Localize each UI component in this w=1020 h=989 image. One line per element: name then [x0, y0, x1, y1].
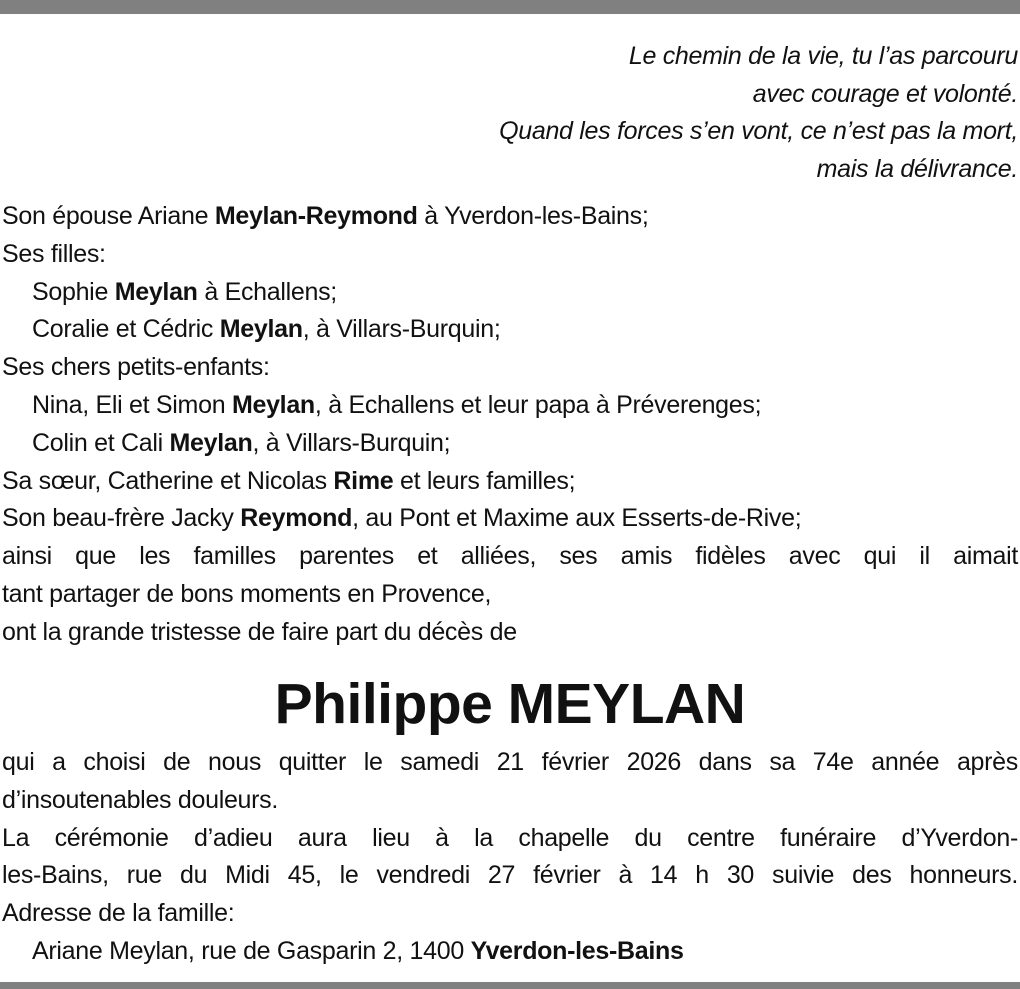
death-line: d’insoutenables douleurs. — [2, 785, 279, 814]
bottom-rule — [0, 982, 1020, 989]
ceremony-line: les-Bains, rue du Midi 45, le vendredi 27 février à 14 h 30 suivie des honneurs. — [2, 861, 1018, 890]
poem-line: mais la délivrance. — [816, 154, 1018, 183]
poem-line: avec courage et volonté. — [752, 79, 1018, 108]
daughter-line: Sophie Meylan à Echallens; — [32, 277, 337, 306]
deceased-name: Philippe MEYLAN — [274, 672, 746, 736]
poem-line: Quand les forces s’en vont, ce n’est pas la mort, — [499, 117, 1018, 145]
daughter-line: Coralie et Cédric Meylan, à Villars-Burquin; — [32, 315, 501, 344]
brother-in-law-line: Son beau-frère Jacky Reymond, au Pont et Maxime aux Esserts-de-Rive; — [2, 504, 802, 533]
surname: Meylan — [219, 315, 303, 344]
sister-line: Sa sœur, Catherine et Nicolas Rime et leurs familles; — [2, 466, 576, 495]
surname: Rime — [333, 466, 394, 495]
funeral-details — [2, 744, 1018, 971]
poem-line: Le chemin de la vie, tu l’as parcouru — [628, 42, 1018, 70]
relatives-line: tant partager de bons moments en Provence, — [2, 579, 492, 608]
surname: Meylan — [231, 390, 315, 419]
spouse-line: Son épouse Ariane Meylan-Reymond à Yverdon-les-Bains; — [2, 202, 649, 230]
address-city: Yverdon-les-Bains — [470, 936, 684, 965]
family-list — [2, 198, 1018, 652]
surname: Meylan — [169, 428, 253, 457]
relatives-line: ainsi que les familles parentes et alliées, ses amis fidèles avec qui il aimait — [2, 542, 1018, 571]
grandchildren-heading: Ses chers petits-enfants: — [2, 353, 270, 382]
epigraph-poem — [258, 38, 1018, 188]
surname: Reymond — [240, 504, 353, 533]
grandchildren-line: Colin et Cali Meylan, à Villars-Burquin; — [32, 428, 451, 457]
surname: Meylan-Reymond — [214, 202, 418, 230]
address-heading: Adresse de la famille: — [2, 899, 235, 928]
grandchildren-line: Nina, Eli et Simon Meylan, à Echallens et leur papa à Préverenges; — [32, 390, 762, 419]
ceremony-line: La cérémonie d’adieu aura lieu à la chapelle du centre funéraire d’Yverdon- — [2, 823, 1018, 852]
surname: Meylan — [114, 277, 198, 306]
family-address: Ariane Meylan, rue de Gasparin 2, 1400 Yverdon-les-Bains — [32, 936, 684, 965]
death-line: qui a choisi de nous quitter le samedi 21 février 2026 dans sa 74e année après — [2, 748, 1018, 776]
top-rule — [0, 0, 1020, 14]
daughters-heading: Ses filles: — [2, 239, 106, 268]
announcement-line: ont la grande tristesse de faire part du décès de — [2, 617, 517, 646]
